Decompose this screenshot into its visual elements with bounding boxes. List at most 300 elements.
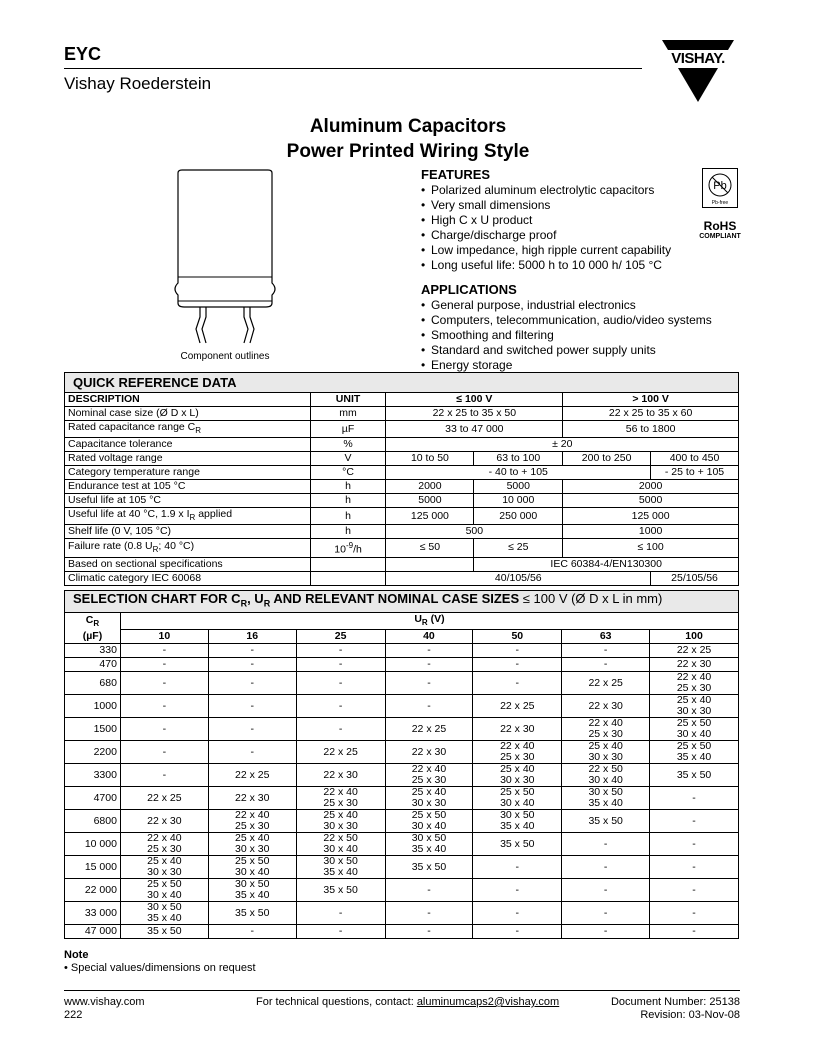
application-item: • Energy storage <box>421 358 712 373</box>
feature-item: • Long useful life: 5000 h to 10 000 h/ 105 °C <box>421 258 671 273</box>
case-size-line: - <box>250 676 254 689</box>
case-size-line: 30 x 30 <box>147 866 182 879</box>
qrd-header-description: DESCRIPTION <box>65 393 311 407</box>
capacitor-outline-icon <box>160 165 290 355</box>
selection-row <box>65 658 739 672</box>
ur-header <box>120 613 738 630</box>
case-size-line: 22 x 30 <box>323 768 358 781</box>
qrd-value: 63 to 100 <box>474 452 563 466</box>
case-size-cell <box>562 879 650 902</box>
case-size-cell <box>208 695 296 718</box>
case-size-cell <box>296 833 385 856</box>
ur-label: U <box>414 613 422 625</box>
case-size-cell <box>296 879 385 902</box>
case-size-line: - <box>427 925 431 938</box>
case-size-line: - <box>162 658 167 671</box>
case-size-cell <box>208 925 296 939</box>
case-size-line: - <box>250 745 254 758</box>
case-size-line: 22 x 25 <box>500 699 535 712</box>
qrd-title: QUICK REFERENCE DATA <box>65 373 739 393</box>
case-size-line: 30 x 30 <box>323 820 358 833</box>
case-size-line: - <box>603 658 608 671</box>
case-size-cell <box>650 787 739 810</box>
feature-item: • High C x U product <box>421 213 671 228</box>
case-size-line: - <box>250 644 254 657</box>
case-size-line: 22 x 40 <box>588 717 623 730</box>
case-size-line: 25 x 40 <box>235 832 270 845</box>
case-size-cell <box>385 856 473 879</box>
selection-title-mid: , U <box>247 591 264 607</box>
qrd-description <box>65 452 311 466</box>
case-size-line: 25 x 50 <box>411 809 447 822</box>
qrd-description-sub: R <box>189 513 196 523</box>
case-size-line: - <box>250 658 254 671</box>
qrd-unit <box>310 480 386 494</box>
qrd-value: 10 to 50 <box>386 452 474 466</box>
case-size-cell <box>473 741 562 764</box>
voltage-header: 10 <box>120 630 208 644</box>
case-size-line: 30 x 30 <box>500 774 535 787</box>
qrd-description <box>65 480 311 494</box>
manufacturer: Vishay Roederstein <box>64 74 212 93</box>
selection-row <box>65 833 739 856</box>
case-size-line: 30 x 30 <box>588 751 623 764</box>
case-size-cell <box>650 718 739 741</box>
qrd-description-sub: R <box>195 426 202 436</box>
selection-row <box>65 741 739 764</box>
case-size-line: 22 x 40 <box>676 671 712 684</box>
case-size-line: - <box>338 925 343 938</box>
vishay-logo-icon <box>656 38 740 104</box>
case-size-cell <box>120 672 208 695</box>
footer-rule <box>64 990 740 991</box>
rohs-label: RoHS <box>703 219 737 233</box>
footer-contact <box>256 996 559 1008</box>
qrd-description-text: Rated capacitance range C <box>68 421 196 433</box>
case-size-line: 35 x 50 <box>235 906 270 919</box>
selection-row <box>65 879 739 902</box>
case-size-cell <box>650 658 739 672</box>
capacitance-cell: 6800 <box>65 810 121 833</box>
qrd-description <box>65 466 311 480</box>
qrd-row <box>65 557 739 571</box>
pb-free-icon <box>703 169 737 207</box>
case-size-line: 22 x 25 <box>147 791 182 804</box>
case-size-line: 22 x 25 <box>676 644 712 657</box>
qrd-value: 2000 <box>386 480 474 494</box>
qrd-description-sub: R <box>152 544 159 554</box>
case-size-cell <box>120 833 208 856</box>
title-line-2: Power Printed Wiring Style <box>286 141 530 162</box>
qrd-value: 125 000 <box>386 508 474 525</box>
selection-title-sub-cr: R <box>240 598 248 609</box>
case-size-line: 25 x 40 <box>500 763 535 776</box>
selection-title-sub-ur: R <box>263 598 271 609</box>
case-size-line: - <box>338 644 343 657</box>
qrd-description-text: Capacitance tolerance <box>68 438 173 451</box>
qrd-unit-text: h <box>345 525 351 538</box>
footer-revision: Revision: 03-Nov-08 <box>640 1009 740 1021</box>
qrd-value: 1000 <box>563 525 739 539</box>
component-caption: Component outlines <box>180 351 270 362</box>
application-item: • Computers, telecommunication, audio/video systems <box>421 313 712 328</box>
selection-row <box>65 925 739 939</box>
case-size-cell <box>473 833 562 856</box>
document-title <box>0 114 816 164</box>
case-size-line: - <box>162 745 167 758</box>
case-size-line: 35 x 50 <box>147 925 182 938</box>
case-size-cell <box>296 658 385 672</box>
case-size-cell <box>562 644 650 658</box>
qrd-unit <box>310 508 386 525</box>
case-size-cell <box>385 741 473 764</box>
case-size-cell <box>562 672 650 695</box>
qrd-description <box>65 557 311 571</box>
case-size-line: 22 x 30 <box>147 814 182 827</box>
qrd-row <box>65 466 739 480</box>
case-size-cell <box>650 902 739 925</box>
case-size-line: - <box>250 925 254 938</box>
case-size-line: - <box>692 925 696 938</box>
applications-heading: APPLICATIONS <box>421 282 517 297</box>
case-size-cell <box>650 644 739 658</box>
qrd-unit <box>310 525 386 539</box>
case-size-line: 25 x 50 <box>147 878 182 891</box>
case-size-line: 25 x 30 <box>588 728 623 741</box>
selection-title-post: AND RELEVANT NOMINAL CASE SIZES <box>270 591 520 607</box>
case-size-cell <box>650 672 739 695</box>
qrd-row <box>65 421 739 438</box>
case-size-cell <box>562 810 650 833</box>
case-size-line: 35 x 40 <box>147 912 182 925</box>
qrd-row <box>65 480 739 494</box>
case-size-cell <box>473 902 562 925</box>
case-size-cell <box>562 925 650 939</box>
case-size-line: 25 x 30 <box>676 682 712 695</box>
qrd-value: 25/105/56 <box>651 571 739 585</box>
case-size-line: 30 x 40 <box>411 820 447 833</box>
case-size-cell <box>296 764 385 787</box>
case-size-line: 30 x 40 <box>147 889 182 902</box>
applications-list <box>421 298 712 373</box>
capacitance-cell: 33 000 <box>65 902 121 925</box>
case-size-cell <box>120 810 208 833</box>
case-size-line: 30 x 40 <box>588 774 623 787</box>
capacitance-cell: 1500 <box>65 718 121 741</box>
case-size-line: 35 x 40 <box>411 843 447 856</box>
qrd-unit-text: mm <box>339 407 357 419</box>
qrd-description <box>65 421 311 438</box>
qrd-description-end: applied <box>195 508 233 521</box>
case-size-line: 30 x 50 <box>235 878 270 891</box>
case-size-cell <box>385 833 473 856</box>
case-size-cell <box>385 810 473 833</box>
case-size-line: 25 x 30 <box>323 797 358 810</box>
qrd-header-row <box>65 393 739 407</box>
case-size-cell <box>208 810 296 833</box>
case-size-cell <box>473 925 562 939</box>
case-size-cell <box>562 695 650 718</box>
case-size-cell <box>650 925 739 939</box>
feature-item: • Polarized aluminum electrolytic capacitors <box>421 183 671 198</box>
case-size-line: - <box>162 722 167 735</box>
quick-reference-table <box>64 372 739 586</box>
qrd-value: ≤ 100 <box>563 539 739 558</box>
voltage-header: 63 <box>562 630 650 644</box>
qrd-unit-end: /h <box>353 543 362 556</box>
case-size-cell <box>562 833 650 856</box>
case-size-line: 30 x 50 <box>147 901 182 914</box>
case-size-cell <box>120 902 208 925</box>
case-size-line: - <box>603 883 608 896</box>
case-size-line: - <box>427 906 431 919</box>
qrd-unit-text: V <box>344 452 352 465</box>
title-line-1: Aluminum Capacitors <box>309 116 507 137</box>
capacitance-cell: 10 000 <box>65 833 121 856</box>
case-size-cell <box>473 658 562 672</box>
case-size-line: - <box>427 699 431 712</box>
footer-email-link[interactable]: aluminumcaps2@vishay.com <box>416 996 560 1008</box>
selection-title <box>65 591 739 613</box>
selection-row <box>65 695 739 718</box>
case-size-cell <box>208 741 296 764</box>
qrd-header-low-voltage: ≤ 100 V <box>386 393 563 407</box>
footer-doc-number: Document Number: 25138 <box>610 996 740 1008</box>
case-size-cell <box>208 902 296 925</box>
capacitance-cell: 15 000 <box>65 856 121 879</box>
qrd-value: - 40 to + 105 <box>386 466 651 480</box>
qrd-value: 33 to 47 000 <box>386 421 563 438</box>
case-size-line: - <box>515 676 520 689</box>
case-size-line: - <box>427 883 431 896</box>
case-size-cell <box>120 695 208 718</box>
case-size-cell <box>296 810 385 833</box>
case-size-line: 25 x 50 <box>500 786 535 799</box>
case-size-cell <box>473 764 562 787</box>
case-size-cell <box>650 741 739 764</box>
qrd-value: ≤ 50 <box>386 539 474 558</box>
case-size-cell <box>120 741 208 764</box>
rohs-badge <box>696 168 744 248</box>
case-size-line: 25 x 40 <box>147 855 182 868</box>
case-size-cell <box>473 718 562 741</box>
case-size-line: - <box>603 925 608 938</box>
case-size-cell <box>120 658 208 672</box>
case-size-line: - <box>603 644 608 657</box>
qrd-description-text: Endurance test at 105 °C <box>68 480 186 493</box>
qrd-unit <box>310 407 386 421</box>
case-size-line: - <box>515 658 520 671</box>
case-size-cell <box>385 718 473 741</box>
qrd-description <box>65 438 311 452</box>
qrd-row <box>65 539 739 558</box>
case-size-line: - <box>515 883 520 896</box>
case-size-line: - <box>338 906 343 919</box>
case-size-cell <box>650 833 739 856</box>
header-rule <box>64 68 642 69</box>
case-size-line: 25 x 30 <box>235 820 270 833</box>
case-size-line: 30 x 50 <box>500 809 535 822</box>
case-size-cell <box>296 672 385 695</box>
qrd-unit-text: °C <box>342 466 354 479</box>
features-list <box>421 183 671 273</box>
case-size-cell <box>296 925 385 939</box>
qrd-value: 10 000 <box>474 494 563 508</box>
qrd-row <box>65 525 739 539</box>
qrd-unit <box>310 494 386 508</box>
capacitance-cell: 680 <box>65 672 121 695</box>
case-size-line: - <box>692 837 696 850</box>
qrd-description-text: Climatic category IEC 60068 <box>68 571 202 584</box>
footer-page-number: 222 <box>64 1009 83 1021</box>
qrd-row <box>65 452 739 466</box>
case-size-line: - <box>692 906 696 919</box>
pb-free-box <box>702 168 738 208</box>
footer-website[interactable]: www.vishay.com <box>64 996 145 1008</box>
case-size-cell <box>562 856 650 879</box>
selection-row <box>65 856 739 879</box>
selection-row <box>65 787 739 810</box>
application-item: • General purpose, industrial electronics <box>421 298 712 313</box>
case-size-line: 22 x 30 <box>500 722 535 735</box>
case-size-line: 22 x 30 <box>235 791 270 804</box>
case-size-line: - <box>515 644 520 657</box>
case-size-cell <box>473 644 562 658</box>
case-size-line: 30 x 50 <box>411 832 447 845</box>
case-size-cell <box>562 658 650 672</box>
selection-row <box>65 764 739 787</box>
qrd-description-text: Useful life at 40 °C, 1.9 x I <box>68 508 190 521</box>
ur-unit: (V) <box>427 613 445 625</box>
case-size-line: 22 x 25 <box>323 745 358 758</box>
case-size-line: 30 x 40 <box>235 866 270 879</box>
case-size-cell <box>562 741 650 764</box>
capacitance-cell: 470 <box>65 658 121 672</box>
case-size-cell <box>120 644 208 658</box>
case-size-line: - <box>162 644 167 657</box>
vishay-logo <box>656 38 740 104</box>
case-size-cell <box>650 856 739 879</box>
pb-sub-label: Pb-free <box>711 200 729 206</box>
cr-unit: (µF) <box>82 630 103 643</box>
qrd-value: ± 20 <box>386 438 739 452</box>
footer-left <box>64 996 144 1022</box>
case-size-line: 25 x 30 <box>147 843 182 856</box>
case-size-line: - <box>603 906 608 919</box>
qrd-value: 56 to 1800 <box>563 421 739 438</box>
case-size-cell <box>385 764 473 787</box>
case-size-line: 35 x 50 <box>500 837 535 850</box>
case-size-cell <box>650 810 739 833</box>
case-size-cell <box>473 672 562 695</box>
case-size-line: 22 x 30 <box>411 745 447 758</box>
case-size-cell <box>385 644 473 658</box>
case-size-cell <box>385 787 473 810</box>
case-size-cell <box>208 644 296 658</box>
ur-sub: R <box>421 618 428 628</box>
qrd-description-text: Useful life at 105 °C <box>68 494 161 507</box>
qrd-row <box>65 438 739 452</box>
case-size-line: 25 x 50 <box>676 740 712 753</box>
case-size-line: 22 x 30 <box>676 658 712 671</box>
case-size-line: 22 x 50 <box>588 763 623 776</box>
case-size-cell <box>120 925 208 939</box>
qrd-unit <box>310 466 386 480</box>
case-size-cell <box>296 902 385 925</box>
feature-item: • Low impedance, high ripple current capability <box>421 243 671 258</box>
case-size-line: - <box>515 906 520 919</box>
pb-label: Pb <box>713 180 727 192</box>
qrd-value: 5000 <box>474 480 563 494</box>
qrd-unit-text: % <box>343 438 353 451</box>
case-size-line: - <box>692 860 696 873</box>
qrd-description-text: Nominal case size (Ø D x L) <box>68 407 199 419</box>
case-size-cell <box>208 718 296 741</box>
voltage-header: 16 <box>208 630 296 644</box>
case-size-cell <box>385 658 473 672</box>
case-size-cell <box>296 644 385 658</box>
qrd-unit-text: µF <box>341 422 355 435</box>
case-size-line: 35 x 40 <box>588 797 623 810</box>
features-heading: FEATURES <box>421 167 491 182</box>
case-size-line: 25 x 40 <box>323 809 358 822</box>
note-text: • Special values/dimensions on request <box>64 962 256 974</box>
qrd-unit-text: h <box>345 509 351 522</box>
case-size-line: 30 x 30 <box>676 705 712 718</box>
voltage-header-row <box>65 630 739 644</box>
case-size-line: - <box>427 676 431 689</box>
qrd-unit <box>310 438 386 452</box>
qrd-value: ≤ 25 <box>474 539 563 558</box>
note-item: Special values/dimensions on request <box>70 962 256 974</box>
logo-registered: . <box>721 50 725 67</box>
qrd-description <box>65 539 311 558</box>
capacitance-cell: 330 <box>65 644 121 658</box>
case-size-line: 25 x 40 <box>588 740 623 753</box>
case-size-cell <box>208 658 296 672</box>
case-size-line: - <box>338 699 343 712</box>
case-size-cell <box>650 879 739 902</box>
qrd-row <box>65 508 739 525</box>
selection-row <box>65 672 739 695</box>
case-size-line: - <box>692 883 696 896</box>
footer-right <box>540 996 740 1022</box>
selection-row <box>65 644 739 658</box>
case-size-line: 25 x 50 <box>235 855 270 868</box>
selection-title-pre: SELECTION CHART FOR C <box>73 591 241 607</box>
case-size-cell <box>562 718 650 741</box>
case-size-line: 22 x 25 <box>235 768 270 781</box>
logo-wordmark: VISHAY <box>671 50 722 67</box>
case-size-line: - <box>515 925 520 938</box>
qrd-value: 200 to 250 <box>563 452 651 466</box>
selection-row <box>65 810 739 833</box>
case-size-line: 35 x 40 <box>235 889 270 902</box>
case-size-cell <box>120 879 208 902</box>
case-size-line: 30 x 40 <box>676 728 712 741</box>
case-size-cell <box>296 787 385 810</box>
case-size-line: 30 x 50 <box>323 855 358 868</box>
qrd-unit <box>310 539 386 558</box>
case-size-line: - <box>603 860 608 873</box>
qrd-description-text: Based on sectional specifications <box>68 557 223 570</box>
part-number: EYC <box>64 44 102 64</box>
case-size-cell <box>208 764 296 787</box>
voltage-header: 40 <box>385 630 473 644</box>
case-size-cell <box>562 764 650 787</box>
case-size-line: 22 x 40 <box>411 763 447 776</box>
capacitance-cell: 1000 <box>65 695 121 718</box>
